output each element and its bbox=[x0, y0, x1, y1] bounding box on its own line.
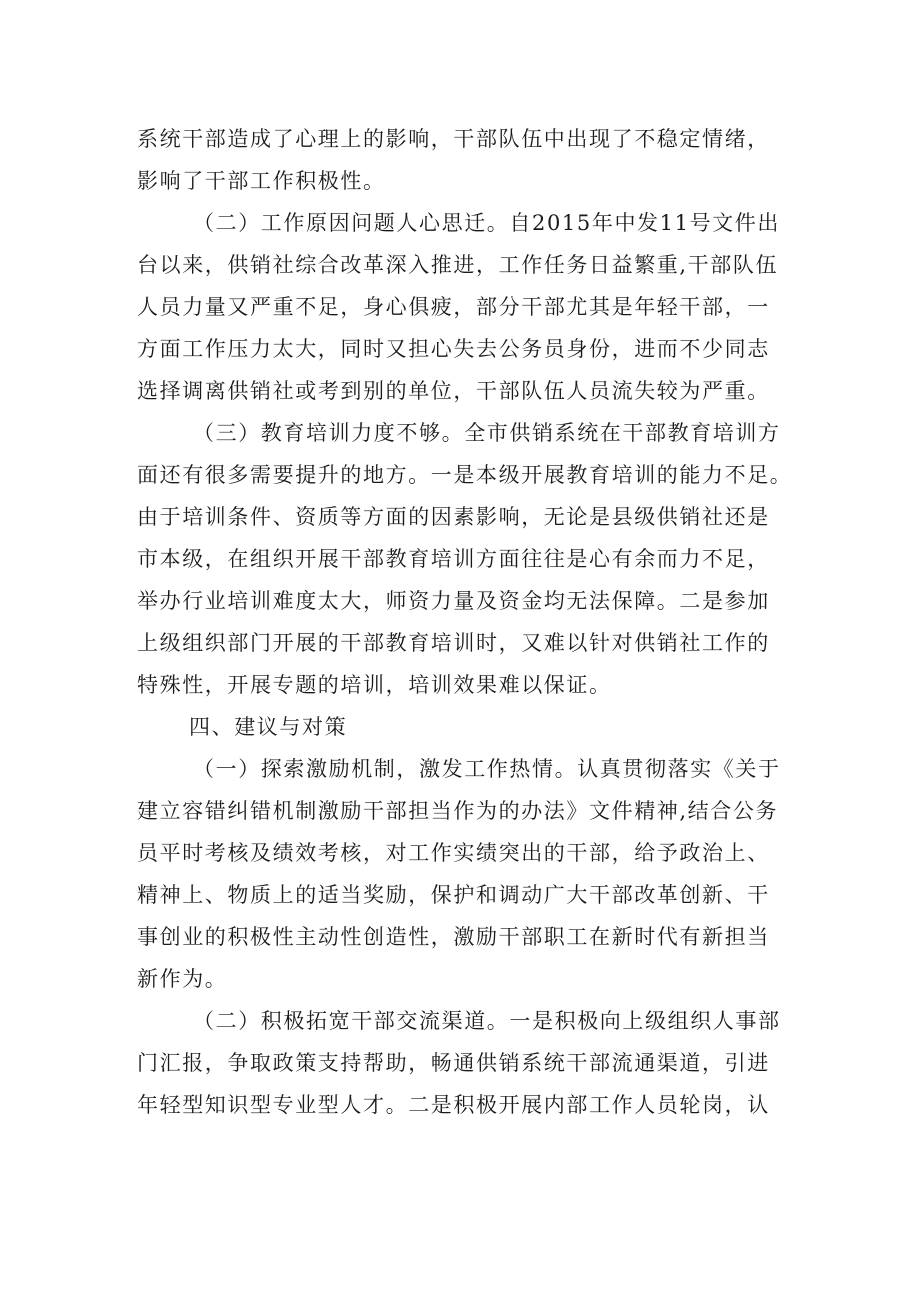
text-line: 精神上、物质上的适当奖励，保护和调动广大干部改革创新、干 bbox=[137, 883, 770, 907]
paragraph-start-line: （一）探索激励机制，激发工作热情。认真贯彻落实《关于 bbox=[193, 757, 781, 781]
text-line: 由于培训条件、资质等方面的因素影响，无论是县级供销社还是 bbox=[137, 505, 770, 529]
section-heading: 四、建议与对策 bbox=[189, 715, 348, 739]
text-line: 影响了干部工作积极性。 bbox=[137, 169, 386, 193]
text-line: 建立容错纠错机制激励干部担当作为的办法》文件精神,结合公务 bbox=[137, 799, 779, 823]
text-line: 台以来，供销社综合改革深入推进，工作任务日益繁重,干部队伍 bbox=[137, 253, 779, 277]
text-line: 事创业的积极性主动性创造性，激励干部职工在新时代有新担当 bbox=[137, 925, 770, 949]
paragraph-start-line: （二）工作原因问题人心思迁。自2015年中发11号文件出 bbox=[193, 211, 780, 235]
text-line: 特殊性，开展专题的培训，培训效果难以保证。 bbox=[137, 673, 612, 697]
paragraph-start-line: （三）教育培训力度不够。全市供销系统在干部教育培训方 bbox=[193, 421, 781, 445]
text-line: 门汇报，争取政策支持帮助，畅通供销系统干部流通渠道，引进 bbox=[137, 1051, 770, 1075]
document-body bbox=[137, 118, 817, 1126]
paragraph-start-line: （二）积极拓宽干部交流渠道。一是积极向上级组织人事部 bbox=[193, 1009, 781, 1033]
text-line: 方面工作压力太大，同时又担心失去公务员身份，进而不少同志 bbox=[137, 337, 770, 361]
text-line: 年轻型知识型专业型人才。二是积极开展内部工作人员轮岗，认 bbox=[137, 1093, 770, 1117]
text-line: 系统干部造成了心理上的影响，干部队伍中出现了不稳定情绪， bbox=[137, 127, 770, 151]
text-line: 举办行业培训难度太大，师资力量及资金均无法保障。二是参加 bbox=[137, 589, 770, 613]
text-line: 员平时考核及绩效考核，对工作实绩突出的干部，给予政治上、 bbox=[137, 841, 770, 865]
text-line: 选择调离供销社或考到别的单位，干部队伍人员流失较为严重。 bbox=[137, 379, 770, 403]
text-line: 市本级，在组织开展干部教育培训方面往往是心有余而力不足， bbox=[137, 547, 770, 571]
text-line: 人员力量又严重不足，身心俱疲，部分干部尤其是年轻干部，一 bbox=[137, 295, 770, 319]
text-line: 面还有很多需要提升的地方。一是本级开展教育培训的能力不足。 bbox=[137, 463, 793, 487]
text-line: 上级组织部门开展的干部教育培训时，又难以针对供销社工作的 bbox=[137, 631, 770, 655]
text-line: 新作为。 bbox=[137, 967, 228, 991]
